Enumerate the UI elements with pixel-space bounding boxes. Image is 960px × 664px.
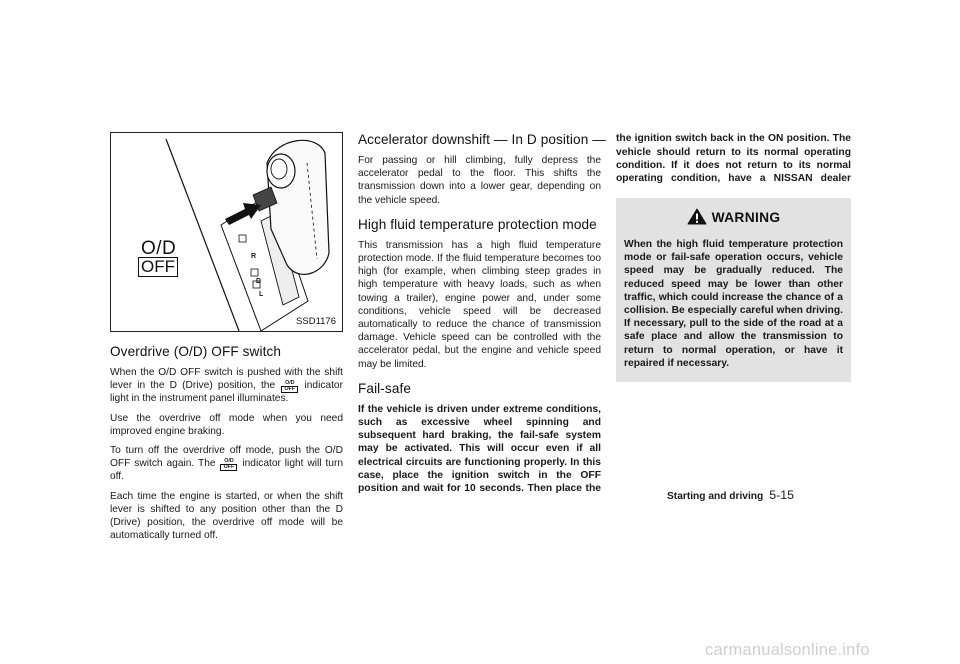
icon-od-text: O/D	[224, 457, 234, 464]
page-footer	[667, 488, 867, 502]
icon-off-text: OFF	[220, 464, 237, 471]
shift-lever-drawing	[111, 133, 343, 332]
page-number: 5-15	[769, 488, 795, 502]
paragraph-turn-off	[110, 444, 343, 484]
warning-triangle-icon	[687, 208, 707, 225]
middle-column	[358, 132, 606, 495]
off-label: OFF	[138, 257, 178, 277]
right-column	[616, 132, 851, 382]
paragraph-od-indicator	[110, 366, 343, 406]
gate-letter-d: D	[256, 278, 262, 285]
paragraph-text: To turn off the overdrive off mode, push the O/D OFF switch again. The	[110, 445, 343, 470]
od-off-indicator-icon	[281, 381, 298, 392]
left-column	[110, 132, 343, 542]
warning-text: When the high fluid temperature protection mode or fail-safe operation occurs, vehicle speed may be gradually reduced. The reduced speed may be lower than other traffic, which could increase the chance of a collision. Be especially careful when driving. If necessary, pull to the side of the road at a safe place and allow the transmission to return to normal operation, or have it repaired if necessary.	[624, 239, 843, 369]
warning-heading	[624, 208, 843, 226]
section-heading-high-fluid-temp: High fluid temperature protection mode	[358, 216, 597, 232]
paragraph-text: When the O/D OFF switch is pushed with the shift lever in the D (Drive) position, the	[110, 367, 343, 392]
gate-letter-l: L	[259, 291, 264, 298]
od-label: O/D	[141, 238, 177, 259]
watermark: carmanualsonline.info	[705, 641, 870, 659]
footer-section-title: Starting and driving	[667, 491, 764, 502]
shift-lever-illustration	[110, 132, 343, 332]
paragraph-high-fluid-temp: This transmission has a high fluid temperature protection mode. If the fluid temperature becomes too high (for example, when climbing steep grades in high temperature with heavy loads, such as when towing a trailer), engine power and, under some conditions, vehicle speed will be decreased automatically to reduce the chance of transmission damage. Vehicle speed can be controlled with the accelerator pedal, but the engine and vehicle speed may be limited.	[358, 239, 601, 370]
section-heading-accelerator-downshift: Accelerator downshift — In D position —	[358, 132, 606, 147]
icon-off-text: OFF	[281, 386, 298, 393]
icon-od-text: O/D	[285, 379, 295, 386]
gate-letter-r: R	[251, 253, 257, 260]
figure-code: SSD1176	[296, 316, 336, 327]
paragraph-auto-off: Each time the engine is started, or when the shift lever is shifted to any position other than the D (Drive) position, the overdrive off mode will be automatically turned off.	[110, 490, 343, 542]
od-off-indicator-icon	[220, 459, 237, 470]
paragraph-engine-braking: Use the overdrive off mode when you need improved engine braking.	[110, 412, 343, 437]
paragraph-accelerator: For passing or hill climbing, fully depress the accelerator pedal to the floor. This shifts the transmission down into a lower gear, depending on the vehicle speed.	[358, 155, 601, 206]
paragraph-text: indicator light in the instrument panel illuminates.	[110, 380, 343, 405]
paragraph-text-continued: the ignition switch back in the ON position. The vehicle should return to its normal operating condition. If it does not return to its normal operating condition, have a NISSAN dealer	[616, 133, 851, 185]
section-heading-overdrive: Overdrive (O/D) OFF switch	[110, 344, 282, 359]
paragraph-text: indicator light will turn off.	[110, 458, 343, 483]
warning-title: WARNING	[711, 210, 781, 225]
paragraph-fail-safe: If the vehicle is driven under extreme conditions, such as excessive wheel spinning and subsequent hard braking, the fail-safe system may be activated. This will occur even if all electrical circuits are functioning properly. In this case, place the ignition switch in the OFF position and wait for 10 seconds. Then place the	[358, 403, 601, 495]
warning-box	[616, 198, 851, 382]
paragraph-fail-safe-continued	[616, 132, 851, 185]
section-heading-fail-safe: Fail-safe	[358, 380, 412, 396]
